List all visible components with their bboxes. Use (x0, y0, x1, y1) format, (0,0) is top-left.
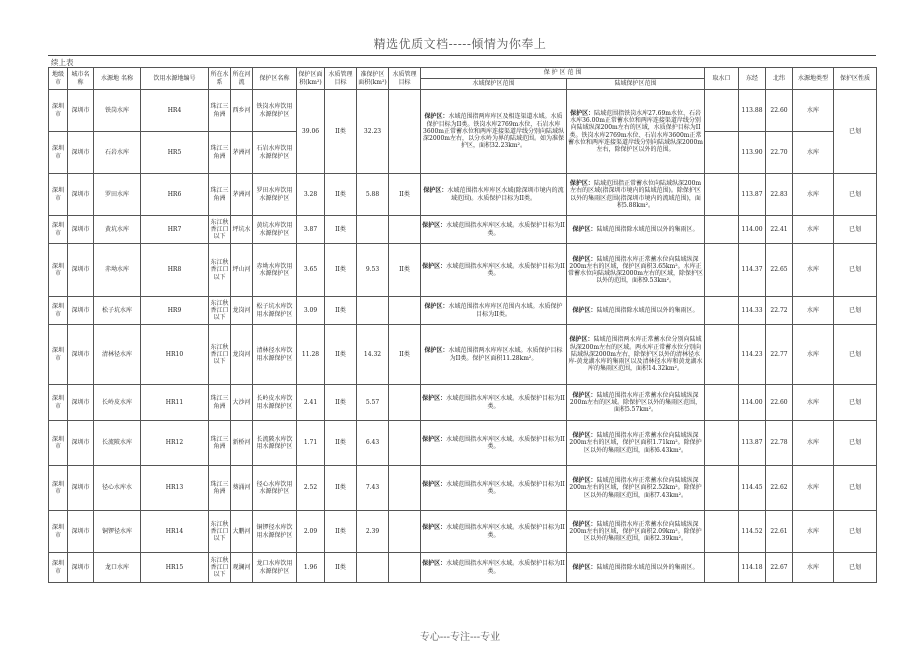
cell-type: 水库 (793, 466, 834, 511)
cell-basin: 东江秋香江口以下 (209, 216, 231, 244)
cell-code: HR4 (141, 90, 209, 132)
cell-lon: 113.87 (739, 174, 766, 216)
water-scope-text: 水域范围指水库库区范围内水域。水质保护目标为II类。 (448, 303, 563, 318)
table-caption: 续上表 (51, 58, 74, 67)
cell-quasi-target: II类 (389, 244, 421, 297)
col-header-type: 水源地类型 (793, 68, 834, 90)
cell-river: 坪坑水 (231, 216, 253, 244)
protect-label: 保护区： (572, 255, 597, 263)
cell-city: 深圳市 (68, 297, 94, 325)
cell-water-scope (421, 466, 567, 511)
cell-zone-name: 径心水库饮用水源保护区 (253, 466, 297, 511)
col-header-nature: 保护区性质 (834, 68, 877, 90)
cell-area: 3.65 (297, 244, 325, 297)
table-row-hr14 (49, 511, 877, 553)
cell-area: 2.52 (297, 466, 325, 511)
cell-lon: 114.18 (739, 553, 766, 583)
col-header-intake: 取水口 (705, 68, 739, 90)
cell-quasi-area: 7.43 (357, 466, 389, 511)
cell-region: 深圳市 (49, 466, 68, 511)
cell-intake (705, 174, 739, 216)
cell-city: 深圳市 (68, 132, 94, 174)
cell-intake (705, 553, 739, 583)
land-scope-text: 陆域范围指水库正常蓄水位向陆域纵深200m左右的区域，保护区面积1.71km²。除保护区以外的集雨区范围，面积6.43km²。 (569, 432, 702, 454)
cell-quasi-target (389, 385, 421, 421)
cell-region: 深圳市 (49, 297, 68, 325)
cell-quasi-target (389, 216, 421, 244)
cell-source: 长流陂水库 (94, 421, 141, 466)
cell-region: 深圳市 (49, 132, 68, 174)
cell-code: HR11 (141, 385, 209, 421)
cell-source: 黄坑水库 (94, 216, 141, 244)
land-scope-text: 陆域范围指除水域范围以外的集雨区。 (596, 225, 699, 233)
cell-basin: 珠江三角洲 (209, 132, 231, 174)
land-scope-text: 陆域范围指两水库正常蓄水位分别向陆域纵深200m左右的区域。两水库正常蓄水位分别向陆域纵深2000m左右，除保护区以外的清林径水库-黄龙湖水库的集雨区以及清林径水库和黄龙湖水库的集雨区范围，面积14.32km²。 (568, 336, 703, 373)
cell-target: II类 (325, 466, 357, 511)
cell-intake (705, 466, 739, 511)
cell-target: II类 (325, 90, 357, 174)
cell-quasi-target (389, 421, 421, 466)
cell-land-scope (567, 297, 705, 325)
page-header-title: 精选优质文档-----倾情为你奉上 (373, 37, 547, 51)
cell-target: II类 (325, 297, 357, 325)
cell-lon: 114.00 (739, 385, 766, 421)
protect-label: 保护区： (422, 560, 447, 568)
cell-type: 水库 (793, 385, 834, 421)
cell-source: 清林径水库 (94, 325, 141, 385)
cell-water-scope (421, 325, 567, 385)
cell-river: 葵涌河 (231, 466, 253, 511)
cell-target: II类 (325, 553, 357, 583)
protect-label: 保护区： (572, 225, 597, 233)
cell-river: 龙岗河 (231, 297, 253, 325)
cell-nature: 已划 (834, 90, 877, 174)
col-header-quasi-target: 水质管理目标 (389, 68, 421, 90)
cell-basin: 东江秋香江口以下 (209, 553, 231, 583)
cell-intake (705, 385, 739, 421)
protect-label: 保护区： (422, 262, 447, 270)
cell-lat: 22.60 (766, 385, 793, 421)
cell-source: 长岭皮水库 (94, 385, 141, 421)
cell-target: II类 (325, 511, 357, 553)
cell-lon: 114.23 (739, 325, 766, 385)
col-header-area: 保护区面积(km²) (297, 68, 325, 90)
cell-type: 水库 (793, 297, 834, 325)
cell-lat: 22.72 (766, 297, 793, 325)
cell-area: 1.96 (297, 553, 325, 583)
cell-code: HR5 (141, 132, 209, 174)
cell-nature: 已划 (834, 244, 877, 297)
cell-river: 西乡河 (231, 90, 253, 132)
cell-lat: 22.67 (766, 553, 793, 583)
cell-water-scope (421, 174, 567, 216)
table-row-hr4 (49, 90, 877, 132)
cell-water-scope (421, 90, 567, 174)
protect-label: 保护区： (423, 187, 448, 195)
col-header-lon: 东经 (739, 68, 766, 90)
cell-lat: 22.83 (766, 174, 793, 216)
cell-zone-name: 赤坳水库饮用水源保护区 (253, 244, 297, 297)
cell-city: 深圳市 (68, 421, 94, 466)
cell-basin: 东江秋香江口以下 (209, 511, 231, 553)
cell-region: 深圳市 (49, 421, 68, 466)
protect-label: 保护区： (569, 336, 594, 344)
cell-lon: 114.37 (739, 244, 766, 297)
cell-zone-name: 松子坑水库饮用水源保护区 (253, 297, 297, 325)
water-scope-text: 水域范围指水库库区水域。水质保护目标为II类。 (446, 222, 565, 237)
cell-intake (705, 90, 739, 132)
cell-land-scope (567, 466, 705, 511)
land-scope-text: 陆域范围指铁岗水库27.69m水位、石岩水库36.00m正常蓄水位和两库连接渠道岸线分别向陆域纵深200m左右的区域，水质保护目标为II类。铁岗水库2769m水位、石岩水库3600m正常蓄水位和两库连接渠道岸线分别向陆域纵深2000m左右，除保护区以外的范围。 (568, 109, 703, 153)
water-scope-text: 水域范围指水库库区水域。水质保护目标为II类。 (446, 480, 565, 495)
col-header-basin: 所在水系 (209, 68, 231, 90)
cell-lat: 22.62 (766, 466, 793, 511)
cell-land-scope (567, 325, 705, 385)
cell-city: 深圳市 (68, 385, 94, 421)
water-source-table (48, 67, 877, 583)
cell-lat: 22.77 (766, 325, 793, 385)
cell-land-scope (567, 553, 705, 583)
cell-quasi-target (389, 511, 421, 553)
cell-lat: 22.65 (766, 244, 793, 297)
cell-area: 1.71 (297, 421, 325, 466)
table-row-hr13 (49, 466, 877, 511)
cell-land-scope (567, 385, 705, 421)
cell-basin: 东江秋香江口以下 (209, 297, 231, 325)
cell-quasi-area (357, 297, 389, 325)
cell-city: 深圳市 (68, 466, 94, 511)
cell-quasi-area: 6.43 (357, 421, 389, 466)
header-rule (48, 55, 876, 56)
protect-label: 保护区： (572, 563, 597, 571)
water-scope-text: 水域范围指两库库区及相连渠道水域。水质保护目标为II类。铁岗水库2769m水位、石岩水库3600m正常蓄水位和两库连接渠道岸线分别向陆域纵深2000m左右，以分水岭为界的陆域范围。如为准保护区，面积32.23km²。 (423, 113, 564, 150)
water-scope-text: 水域范围指水库库区水域。水质保护目标为II类。 (446, 395, 565, 410)
cell-basin: 珠江三角洲 (209, 90, 231, 132)
cell-quasi-area: 5.57 (357, 385, 389, 421)
cell-basin: 东江秋香江口以下 (209, 325, 231, 385)
cell-quasi-area: 2.39 (357, 511, 389, 553)
cell-quasi-area: 32.23 (357, 90, 389, 174)
cell-zone-name: 铁岗水库饮用水源保护区 (253, 90, 297, 132)
cell-type: 水库 (793, 90, 834, 132)
cell-basin: 东江秋香江口以下 (209, 244, 231, 297)
cell-zone-name: 铜锣径水库饮用水源保护区 (253, 511, 297, 553)
cell-target: II类 (325, 325, 357, 385)
protect-label: 保护区： (422, 524, 447, 532)
cell-region: 深圳市 (49, 216, 68, 244)
cell-type: 水库 (793, 553, 834, 583)
cell-intake (705, 132, 739, 174)
cell-zone-name: 清林径水库饮用水源保护区 (253, 325, 297, 385)
protect-label: 保护区： (572, 520, 597, 528)
protect-label: 保护区： (569, 180, 594, 188)
cell-basin: 珠江三角洲 (209, 466, 231, 511)
cell-type: 水库 (793, 174, 834, 216)
cell-area: 11.28 (297, 325, 325, 385)
cell-water-scope (421, 385, 567, 421)
cell-code: HR8 (141, 244, 209, 297)
cell-quasi-target (389, 90, 421, 174)
cell-area: 3.28 (297, 174, 325, 216)
cell-area: 3.09 (297, 297, 325, 325)
cell-code: HR6 (141, 174, 209, 216)
cell-region: 深圳市 (49, 385, 68, 421)
cell-type: 水库 (793, 325, 834, 385)
cell-region: 深圳市 (49, 90, 68, 132)
land-scope-text: 陆域范围指水库正常蓄水位向陆域纵深200m左右的区域，保护区面积3.65km²。水库正常蓄水位向陆域纵深2000m左右的区域，除保护区以外的范围，面积9.53km²。 (568, 255, 703, 285)
col-header-region: 地级市 (49, 68, 68, 90)
cell-nature: 已划 (834, 421, 877, 466)
cell-water-scope (421, 216, 567, 244)
cell-code: HR13 (141, 466, 209, 511)
cell-quasi-area: 5.88 (357, 174, 389, 216)
cell-target: II类 (325, 421, 357, 466)
cell-target: II类 (325, 174, 357, 216)
cell-source: 铜锣径水库 (94, 511, 141, 553)
table-row-hr15 (49, 553, 877, 583)
col-header-river: 所在河流 (231, 68, 253, 90)
land-scope-text: 陆域范围指水库正常蓄水位向陆域纵深200m左右的区域，保护区面积2.09km²。除保护区以外的集雨区范围，面积2.39km²。 (569, 520, 702, 543)
protect-label: 保护区： (570, 109, 595, 117)
cell-source: 铁岗水库 (94, 90, 141, 132)
cell-lon: 114.52 (739, 511, 766, 553)
cell-land-scope (567, 244, 705, 297)
protect-label: 保护区： (424, 303, 449, 311)
page-footer: 专心---专注---专业 (419, 632, 501, 643)
cell-lon: 113.90 (739, 132, 766, 174)
cell-target: II类 (325, 216, 357, 244)
table-row-hr9 (49, 297, 877, 325)
cell-target: II类 (325, 385, 357, 421)
col-header-lat: 北纬 (766, 68, 793, 90)
cell-basin: 珠江三角洲 (209, 421, 231, 466)
cell-area: 2.41 (297, 385, 325, 421)
cell-quasi-target: II类 (389, 325, 421, 385)
cell-lon: 113.88 (739, 90, 766, 132)
cell-type: 水库 (793, 421, 834, 466)
water-scope-text: 水域范围指两水库库区水域。水质保护目标为II类。保护区面积11.28km²。 (448, 347, 563, 362)
cell-quasi-area: 14.32 (357, 325, 389, 385)
table-row-hr10 (49, 325, 877, 385)
cell-type: 水库 (793, 216, 834, 244)
cell-city: 深圳市 (68, 553, 94, 583)
cell-quasi-area: 9.53 (357, 244, 389, 297)
land-scope-text: 陆域范围指除水域范围以外的集雨区。 (596, 563, 699, 571)
protect-label: 保护区： (572, 391, 597, 399)
cell-quasi-target: II类 (389, 174, 421, 216)
col-header-zone-name: 保护区名称 (253, 68, 297, 90)
cell-nature: 已划 (834, 511, 877, 553)
cell-lon: 113.87 (739, 421, 766, 466)
table-row-hr6 (49, 174, 877, 216)
cell-region: 深圳市 (49, 244, 68, 297)
protect-label: 保护区： (422, 435, 447, 443)
land-scope-text: 陆域范围指正常蓄水位向陆域纵深200m左右的区域(指深圳市境内的陆域范围)。除保护区以外的集雨区范围(指深圳市境内的流域范围)，面积5.88km²。 (570, 180, 702, 209)
water-scope-text: 水域范围指水库库区水域(除深圳市境内的流域范围)。水质保护目标为II类。 (447, 187, 564, 202)
protect-label: 保护区： (424, 347, 449, 355)
cell-code: HR10 (141, 325, 209, 385)
col-header-quasi-area: 准保护区面积(km²) (357, 68, 389, 90)
water-scope-text: 水域范围指水库库区水域。水质保护目标为II类。 (446, 262, 565, 277)
cell-area: 3.87 (297, 216, 325, 244)
table-row-hr11 (49, 385, 877, 421)
protect-label: 保护区： (422, 395, 447, 403)
cell-source: 石岩水库 (94, 132, 141, 174)
cell-target: II类 (325, 244, 357, 297)
cell-code: HR12 (141, 421, 209, 466)
cell-lat: 22.78 (766, 421, 793, 466)
cell-lon: 114.00 (739, 216, 766, 244)
cell-zone-name: 龙口水库饮用水源保护区 (253, 553, 297, 583)
cell-zone-name: 罗田水库饮用水源保护区 (253, 174, 297, 216)
cell-type: 水库 (793, 244, 834, 297)
cell-land-scope (567, 421, 705, 466)
cell-basin: 珠江三角洲 (209, 385, 231, 421)
protect-label: 保护区： (572, 477, 597, 485)
cell-source: 径心水库水 (94, 466, 141, 511)
water-scope-text: 水域范围指水库库区水域。水质保护目标为II类。 (446, 435, 565, 450)
table-body (49, 90, 877, 583)
cell-water-scope (421, 511, 567, 553)
cell-water-scope (421, 297, 567, 325)
cell-region: 深圳市 (49, 511, 68, 553)
land-scope-text: 陆域范围指除水域范围以外的集雨区。 (596, 306, 699, 314)
cell-intake (705, 421, 739, 466)
cell-river: 新桥河 (231, 421, 253, 466)
cell-river: 观澜河 (231, 553, 253, 583)
cell-nature: 已划 (834, 216, 877, 244)
cell-water-scope (421, 553, 567, 583)
cell-code: HR7 (141, 216, 209, 244)
col-header-city: 城市名称 (68, 68, 94, 90)
water-scope-text: 水域范围指水库库区水域。水质保护目标为II类。 (446, 524, 565, 539)
cell-zone-name: 黄坑水库饮用水源保护区 (253, 216, 297, 244)
cell-quasi-target (389, 297, 421, 325)
cell-code: HR14 (141, 511, 209, 553)
cell-quasi-area (357, 216, 389, 244)
cell-river: 坪山河 (231, 244, 253, 297)
cell-area: 2.09 (297, 511, 325, 553)
cell-water-scope (421, 244, 567, 297)
cell-nature: 已划 (834, 297, 877, 325)
cell-intake (705, 297, 739, 325)
cell-code: HR15 (141, 553, 209, 583)
water-scope-text: 水域范围指水库库区水域。水质保护目标为II类。 (446, 560, 565, 575)
cell-land-scope (567, 174, 705, 216)
protect-label: 保护区： (572, 306, 597, 314)
cell-lat: 22.70 (766, 132, 793, 174)
cell-nature: 已划 (834, 174, 877, 216)
cell-quasi-target (389, 466, 421, 511)
cell-source: 罗田水库 (94, 174, 141, 216)
cell-region: 深圳市 (49, 325, 68, 385)
cell-city: 深圳市 (68, 325, 94, 385)
cell-lat: 22.60 (766, 90, 793, 132)
cell-city: 深圳市 (68, 511, 94, 553)
cell-zone-name: 石岩水库饮用水源保护区 (253, 132, 297, 174)
cell-river: 茅洲河 (231, 132, 253, 174)
cell-source: 松子坑水库 (94, 297, 141, 325)
cell-land-scope (567, 511, 705, 553)
cell-nature: 已划 (834, 385, 877, 421)
cell-river: 大沙河 (231, 385, 253, 421)
cell-city: 深圳市 (68, 174, 94, 216)
cell-river: 大鹏河 (231, 511, 253, 553)
cell-area: 39.06 (297, 90, 325, 174)
cell-lon: 114.45 (739, 466, 766, 511)
cell-source: 赤坳水库 (94, 244, 141, 297)
cell-nature: 已划 (834, 325, 877, 385)
cell-river: 龙岗河 (231, 325, 253, 385)
land-scope-text: 陆域范围指水库正常蓄水位向陆域纵深200m左右的区域。除保护区以外的集雨区范围，面积5.57km²。 (569, 391, 702, 414)
col-header-water-scope: 水域保护区范围 (421, 79, 567, 90)
table-row-hr12 (49, 421, 877, 466)
cell-river: 茅洲河 (231, 174, 253, 216)
cell-intake (705, 511, 739, 553)
cell-lat: 22.61 (766, 511, 793, 553)
land-scope-text: 陆域范围指水库正常蓄水位向陆域纵深200m左右的区域，保护区面积2.52km²。除保护区以外的集雨区范围，面积7.43km²。 (569, 477, 702, 499)
cell-land-scope (567, 216, 705, 244)
cell-intake (705, 216, 739, 244)
table-row-hr7 (49, 216, 877, 244)
cell-lat: 22.41 (766, 216, 793, 244)
protect-label: 保护区： (422, 480, 447, 488)
cell-quasi-area (357, 553, 389, 583)
col-header-target: 水质管理目标 (325, 68, 357, 90)
col-header-scope: 保 护 区 范 围 (421, 68, 705, 79)
cell-type: 水库 (793, 132, 834, 174)
cell-lon: 114.33 (739, 297, 766, 325)
protect-label: 保护区： (424, 113, 449, 121)
cell-type: 水库 (793, 511, 834, 553)
cell-region: 深圳市 (49, 553, 68, 583)
cell-source: 龙口水库 (94, 553, 141, 583)
cell-nature: 已划 (834, 466, 877, 511)
cell-code: HR9 (141, 297, 209, 325)
cell-intake (705, 244, 739, 297)
col-header-code: 饮用水源地编号 (141, 68, 209, 90)
col-header-land-scope: 陆域保护区范围 (567, 79, 705, 90)
cell-city: 深圳市 (68, 244, 94, 297)
cell-land-scope (567, 90, 705, 174)
cell-basin: 珠江三角洲 (209, 174, 231, 216)
cell-zone-name: 长岭皮水库饮用水源保护区 (253, 385, 297, 421)
protect-label: 保护区： (422, 222, 447, 230)
table-row-hr8 (49, 244, 877, 297)
cell-nature: 已划 (834, 553, 877, 583)
cell-region: 深圳市 (49, 174, 68, 216)
cell-water-scope (421, 421, 567, 466)
col-header-source: 水源地 名称 (94, 68, 141, 90)
cell-city: 深圳市 (68, 90, 94, 132)
table-header (49, 68, 877, 90)
cell-city: 深圳市 (68, 216, 94, 244)
cell-zone-name: 长流陂水库饮用水源保护区 (253, 421, 297, 466)
cell-quasi-target (389, 553, 421, 583)
cell-intake (705, 325, 739, 385)
protect-label: 保护区： (572, 432, 597, 440)
